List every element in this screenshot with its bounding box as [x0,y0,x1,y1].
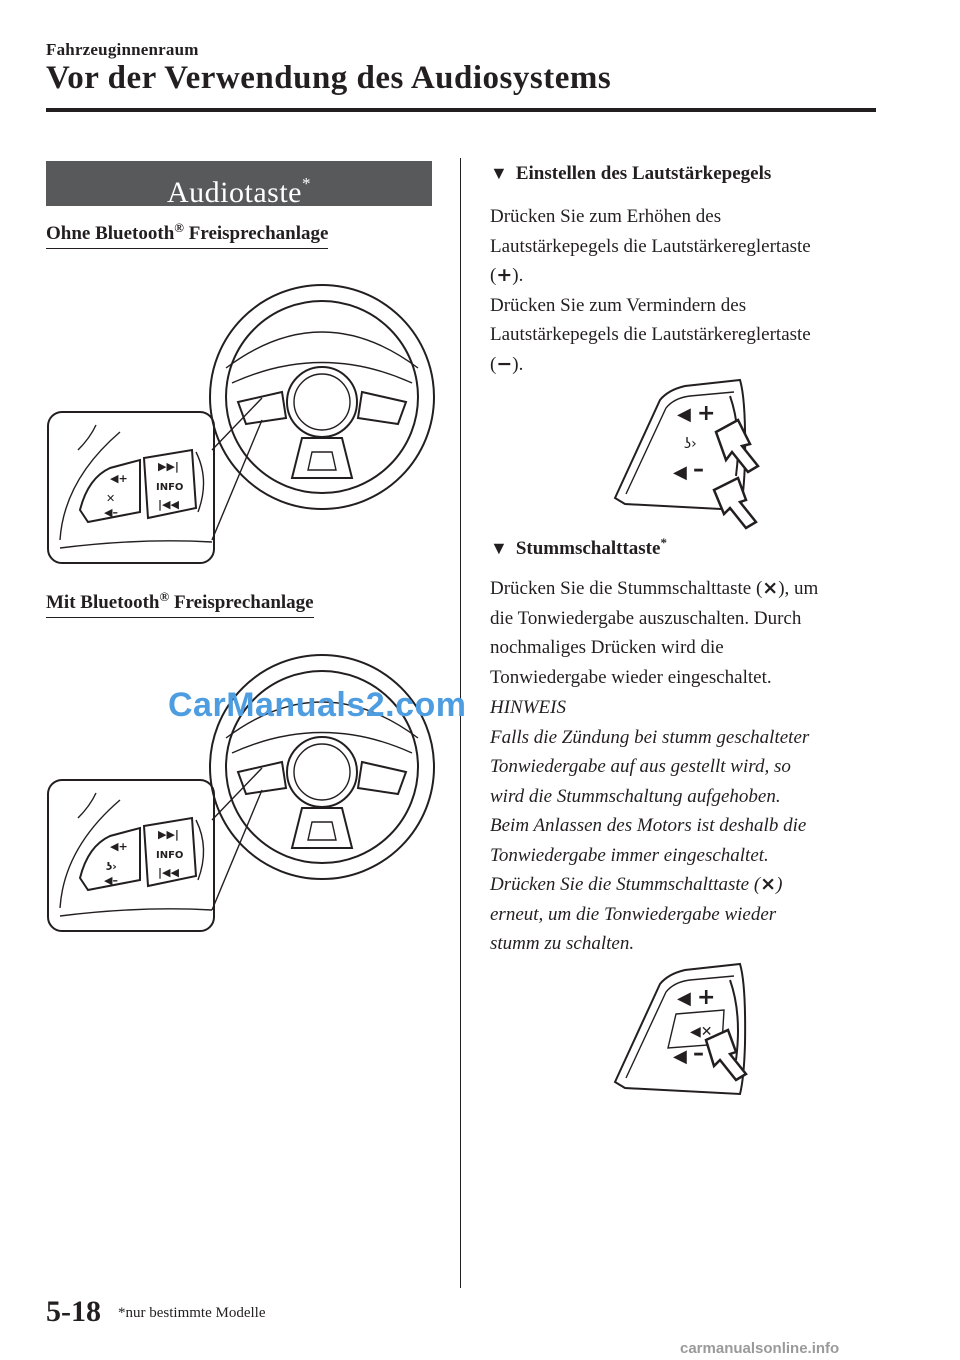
svg-text:INFO: INFO [156,482,184,493]
svg-text:INFO: INFO [156,850,184,861]
svg-text:◀–: ◀– [104,506,118,519]
note-line-3: wird die Stummschaltung aufgehoben. [490,785,781,807]
mute-line-4: Tonwiedergabe wieder eingeschaltet. [490,666,772,688]
svg-text:◀: ◀ [673,1046,687,1067]
svg-text:+: + [697,401,716,426]
svg-text:◀+: ◀+ [110,472,128,485]
note-line-2: Tonwiedergabe auf aus gestellt wird, so [490,756,791,777]
svg-text:◀: ◀ [677,404,691,425]
mute-line-3: nochmaliges Drücken wird die [490,637,724,658]
chapter-kicker: Fahrzeuginnenraum [46,40,199,59]
svg-text:|◀◀: |◀◀ [158,498,179,511]
svg-text:ʖ›: ʖ› [106,860,117,873]
svg-text:✕: ✕ [106,492,116,505]
mute-star: * [660,535,667,550]
svg-text:◀–: ◀– [104,874,118,887]
page-number: 5-18 [46,1295,101,1328]
mute-line-2: die Tonwiedergabe auszuschalten. Durch [490,607,802,629]
volume-line-1: Drücken Sie zum Erhöhen des [490,206,722,227]
volume-line-4: Drücken Sie zum Vermindern des [490,294,747,316]
note-line-5: Tonwiedergabe immer eingeschaltet. [490,844,769,866]
svg-text:◀: ◀ [677,988,691,1009]
triangle-icon: ▼ [490,163,508,183]
subheading-text: Mit Bluetooth [46,592,160,613]
registered-mark: ® [174,220,184,235]
volume-heading-text: Einstellen des Lautstärkepegels [515,163,772,184]
note-line-1: Falls die Zündung bei stumm geschalteter [490,726,810,748]
page-title: Vor der Verwendung des Audiosystems [46,60,612,96]
minus-icon: − [496,352,513,375]
watermark: CarManuals2.com [168,686,467,724]
volume-line-6: (−). [490,352,524,375]
volume-line-2: Lautstärkepegels die Lautstärkereglertaste [490,235,811,257]
note-line-4: Beim Anlassen des Motors ist deshalb die [490,815,807,836]
note-line-7: erneut, um die Tonwiedergabe wieder [490,903,777,925]
registered-mark: ® [159,589,170,604]
volume-line-3: (+). [490,264,524,286]
subheading-text: Ohne Bluetooth [46,223,175,244]
mute-line-1: Drücken Sie die Stummschalttaste (⨯), um [490,577,819,599]
svg-text:–: – [693,1041,704,1066]
plus-icon: + [496,264,513,286]
note-line-8: stumm zu schalten. [490,933,635,954]
svg-text:|◀◀: |◀◀ [158,866,179,879]
svg-text:+: + [697,985,716,1010]
footnote: *nur bestimmte Modelle [118,1305,266,1321]
note-label: HINWEIS [490,697,566,718]
svg-text:ʖ›: ʖ› [684,436,697,452]
svg-text:▶▶|: ▶▶| [158,828,179,841]
subheading-text-2: Freisprechanlage [184,223,329,244]
site-watermark: carmanualsonline.info [680,1340,840,1357]
mute-heading-text: Stummschalttaste [515,538,661,559]
subheading-text-2: Freisprechanlage [169,592,314,613]
svg-text:◀+: ◀+ [110,840,128,853]
note-line-6: Drücken Sie die Stummschalttaste (⨯) [490,873,783,895]
volume-line-5: Lautstärkepegels die Lautstärkereglertaste [490,324,811,345]
section-title: Audiotaste [167,176,302,209]
svg-text:◀✕: ◀✕ [690,1024,713,1040]
mute-icon: ⨯ [762,577,779,599]
svg-text:▶▶|: ▶▶| [158,460,179,473]
section-star: * [301,174,311,193]
mute-icon: ⨯ [760,873,777,895]
triangle-icon: ▼ [490,538,508,558]
svg-text:◀: ◀ [673,462,687,483]
svg-text:–: – [693,457,704,482]
